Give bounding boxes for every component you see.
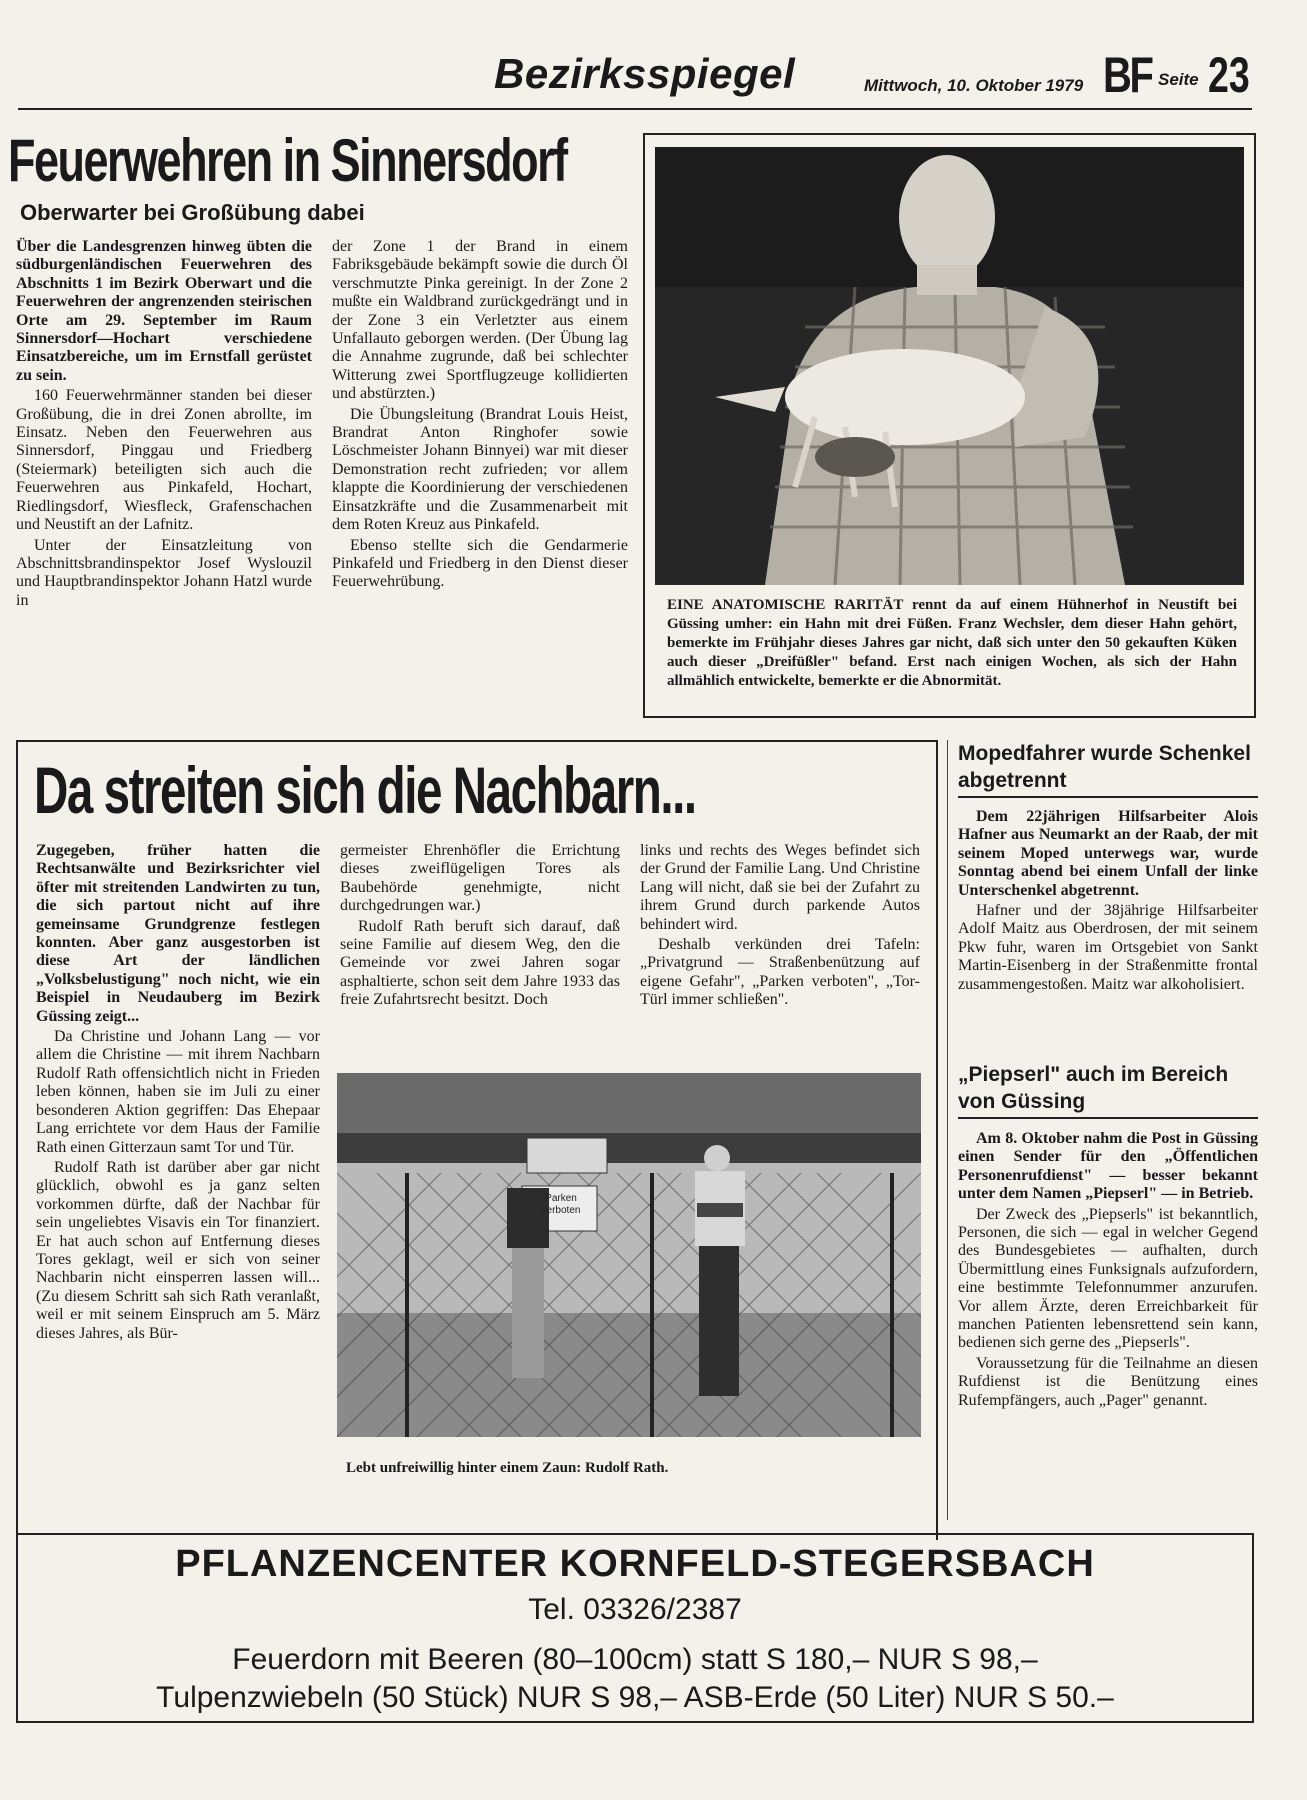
newspaper-logo: BF — [1103, 47, 1152, 103]
article1-paragraph: Unter der Einsatzleitung von Abschnittsbrandinspektor Josef Wyslouzil und Hauptbrandinspektor Johann Hatzl wurde in — [16, 536, 312, 609]
photo-fence — [337, 1073, 921, 1437]
ad-offer-1: Feuerdorn mit Beeren (80–100cm) statt S 180,– NUR S 98,– — [232, 1643, 1038, 1676]
article2-paragraph: germeister Ehrenhöfler die Errichtung dieses zweiflügeligen Tores als Baubehörde genehmigte, nicht durchgedrungen war.) — [340, 842, 620, 915]
brief2-body — [958, 1130, 1258, 1412]
brief2-paragraph: Voraussetzung für die Teilnahme an diesen Rufdienst ist die Benützung eines Rufempfängers, auch „Pager" genannt. — [958, 1354, 1258, 1409]
photo-fence-caption: Lebt unfreiwillig hinter einem Zaun: Rudolf Rath. — [346, 1460, 669, 1476]
article1-lead: Über die Landesgrenzen hinweg übten die südburgenländischen Feuerwehren des Abschnitts 1 im Bezirk Oberwart und die Feuerwehren der angrenzenden steirischen Orte am 29. September im Raum Sinnersdorf—Hochart verschiedene Einsatzbereiche, um im Ernstfall gerüstet zu sein. — [16, 238, 312, 384]
photo-rooster-caption: EINE ANATOMISCHE RARITÄT rennt da auf einem Hühnerhof in Neustift bei Güssing umher: ein Hahn mit drei Füßen. Franz Wechsler, dem dieser Hahn gehört, bemerkte im Frühjahr dieses Jahres gar nicht, daß sich unter den 50 gekauften Küken auch dieser „Dreifüßler" befand. Erst nach einigen Wochen, als sich der Hahn allmählich entwickelte, bemerkte er die Abnormität. — [667, 597, 1237, 689]
photo-man-with-rooster — [655, 147, 1244, 585]
article2-paragraph: Rudolf Rath beruft sich darauf, daß seine Familie auf diesem Weg, den die Gemeinde vor zwei Jahren sogar asphaltierte, schon seit dem Jahre 1933 das freie Zufahrtsrecht besitzt. Doch — [340, 917, 620, 1009]
photo-rooster-box — [643, 133, 1256, 718]
page-number: 23 — [1208, 47, 1250, 103]
article1-subheadline: Oberwarter bei Großübung dabei — [20, 200, 365, 225]
masthead — [18, 40, 1252, 110]
column-rule — [947, 740, 948, 1520]
advertisement — [16, 1533, 1254, 1723]
article1-paragraph: Die Übungsleitung (Brandrat Louis Heist, Brandrat Anton Ringhofer sowie Löschmeister Johann Binnyei) war mit dieser Demonstration recht zufrieden; vor allem klappte die Koordinierung der verschiedenen Einsatzkräfte und die Zusammenarbeit mit dem Roten Kreuz aus Pinkafeld. — [332, 405, 628, 534]
article2-paragraph: Rudolf Rath ist darüber aber gar nicht glücklich, obwohl es ja ganz selten vorkommen dürfte, daß der Nachbar für sein ungeliebtes Visavis ein Tor finanziert. Er hat auch schon auf Entfernung dieses Tores geklagt, weil er sich von seiner Nachbarin nicht einsperren lassen will... (Zu diesem Schritt sah sich Rath veranlaßt, weil er mit seinem Einspruch am 5. März dieses Jahres, als Bür- — [36, 1158, 320, 1342]
article2-column-3 — [640, 842, 920, 1012]
article1-column-2 — [332, 238, 628, 594]
ad-telephone: Tel. 03326/2387 — [528, 1593, 742, 1626]
article2-paragraph: links und rechts des Weges befindet sich der Grund der Familie Lang. Und Christine Lang will nicht, daß sie bei der Zufahrt zu ihrem Grund durch parkende Autos behindert wird. — [640, 842, 920, 933]
article1-paragraph: der Zone 1 der Brand in einem Fabriksgebäude bekämpft sowie die durch Öl verschmutzte Pinka gereinigt. In der Zone 2 mußte ein Waldbrand zurückgedrängt und in der Zone 3 ein Verletzter aus einem Unfallauto geborgen werden. (Der Übung lag die Annahme zugrunde, daß bei schlechter Witterung zwei Sportflugzeuge kollidierten und abstürzten.) — [332, 238, 628, 403]
article2-lead: Zugegeben, früher hatten die Rechtsanwälte und Bezirksrichter viel öfter mit streitenden Landwirten zu tun, die sich partout nicht auf ihre gemeinsame Grundgrenze festlegen konnten. Aber ganz ausgestorben ist diese Art der ländlichen „Volksbelustigung" noch nicht, wie ein Beispiel in Neudauberg im Bezirk Güssing zeigt... — [36, 842, 320, 1025]
article2-paragraph: Da Christine und Johann Lang — vor allem die Christine — mit ihrem Nachbarn Rudolf Rath offensichtlich nicht in Frieden leben können, haben sie im Juli zu einer besonderen Aktion gegriffen: Das Ehepaar Lang errichtete vor dem Haus der Familie Rath einen Gitterzaun samt Tor und Tür. — [36, 1028, 320, 1156]
brief1-lead: Dem 22jährigen Hilfsarbeiter Alois Hafner aus Neumarkt an der Raab, der mit seinem Moped unterwegs war, wurde Sonntag abend bei einem Unfall der linke Unterschenkel abgetrennt. — [958, 808, 1258, 899]
parking-sign-text: Parken verboten — [541, 1193, 581, 1216]
issue-date: Mittwoch, 10. Oktober 1979 — [864, 76, 1084, 95]
brief2-lead: Am 8. Oktober nahm die Post in Güssing einen Sender für den „Öffentlichen Personenrufdienst" — besser bekannt unter dem Namen „Piepserl" — in Betrieb. — [958, 1130, 1258, 1203]
article2-paragraph: Deshalb verkünden drei Tafeln: „Privatgrund — Straßenbenützung auf eigene Gefahr", „Parken verboten", „Tor-Türl immer schließen". — [640, 936, 920, 1009]
article1-headline: Feuerwehren in Sinnersdorf — [8, 127, 567, 194]
page-label: Seite — [1158, 70, 1199, 89]
article1-paragraph: 160 Feuerwehrmänner standen bei dieser Großübung, die in drei Zonen abrollte, im Einsatz. Neben den Feuerwehren aus Sinnersdorf, Pinggau und Friedberg (Steiermark) beteiligten sich auch die Feuerwehren aus Pinkafeld, Hochart, Riedlingsdorf, Wiesfleck, Grafenschachen und Neustift an der Lafnitz. — [16, 387, 312, 534]
ad-offer-2: Tulpenzwiebeln (50 Stück) NUR S 98,– ASB-Erde (50 Liter) NUR S 50.– — [156, 1681, 1114, 1714]
brief1-paragraph: Hafner und der 38jährige Hilfsarbeiter Adolf Maitz aus Oberdrosen, der mit seinem Pkw fuhr, waren im Ortsgebiet von Sankt Martin-Eisenberg in der Straßenmitte frontal zusammengestoßen. Maitz war alkoholisiert. — [958, 902, 1258, 993]
ad-title: PFLANZENCENTER KORNFELD-STEGERSBACH — [175, 1543, 1095, 1585]
brief2-headline: „Piepserl" auch im Bereich von Güssing — [958, 1061, 1258, 1119]
brief1-body — [958, 808, 1258, 996]
section-title: Bezirksspiegel — [494, 50, 796, 97]
brief2-paragraph: Der Zweck des „Piepserls" ist bekanntlich, Personen, die sich — egal in welcher Gegend des Bundesgebietes — aufhalten, durch Übermittlung eines Funksignals aufzufordern, eine bestimmte Telefonnummer anzurufen. Vor allem Ärzte, deren Erreichbarkeit für manchen Patienten lebensrettend sein kann, bedienen sich gerne des „Piepserls". — [958, 1205, 1258, 1352]
photo-man-with-rooster-image — [655, 147, 1244, 585]
article1-column-1 — [16, 238, 312, 612]
brief1-headline: Mopedfahrer wurde Schenkel abgetrennt — [958, 740, 1258, 798]
article2-headline: Da streiten sich die Nachbarn... — [34, 753, 696, 827]
article2-column-1 — [36, 842, 320, 1345]
article1-paragraph: Ebenso stellte sich die Gendarmerie Pinkafeld und Friedberg in den Dienst dieser Feuerwehrübung. — [332, 536, 628, 591]
article2-column-2 — [340, 842, 620, 1012]
photo-fence-image — [337, 1073, 921, 1437]
